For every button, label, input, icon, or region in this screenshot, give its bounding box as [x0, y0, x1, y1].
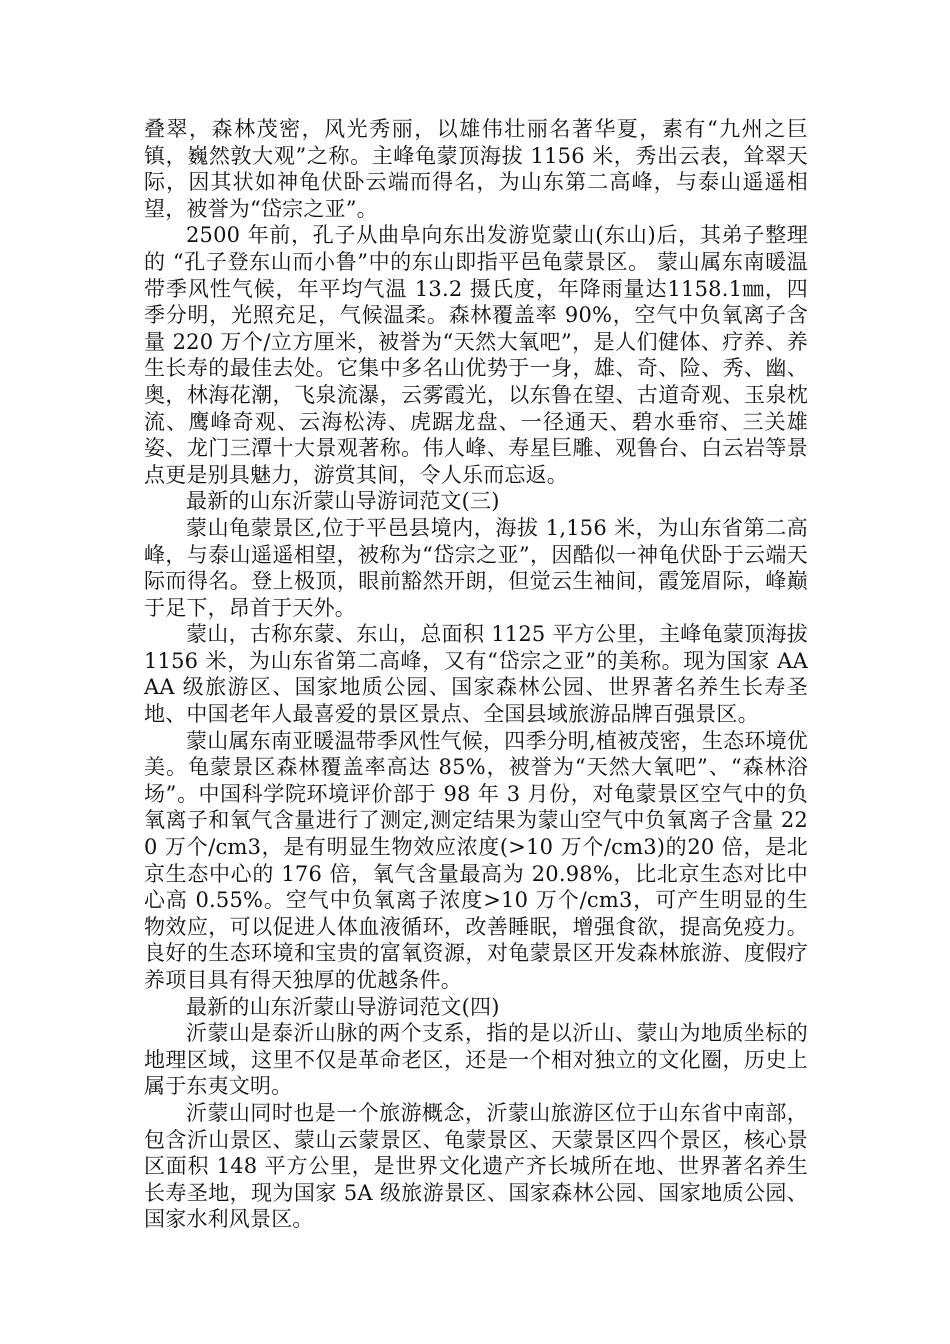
- paragraph-yimeng-geography: 沂蒙山是泰沂山脉的两个支系，指的是以沂山、蒙山为地质坐标的地理区域，这里不仅是革命老区，还是一个相对独立的文化圈，历史上属于东夷文明。: [144, 1021, 808, 1099]
- document-page: [144, 116, 808, 1233]
- paragraph-continuation: 叠翠，森林茂密，风光秀丽，以雄伟壮丽名著华夏，素有“九州之巨镇，巍然敦大观”之称。主峰龟蒙顶海拔 1156 米，秀出云表，耸翠天际，因其状如神龟伏卧云端而得名，为山东第二高峰，与泰山遥遥相望，被誉为“岱宗之亚”。: [144, 117, 808, 221]
- section-heading-3: 最新的山东沂蒙山导游词范文(三): [186, 489, 500, 514]
- paragraph-confucius: 2500 年前，孔子从曲阜向东出发游览蒙山(东山)后，其弟子整理的 “孔子登东山而小鲁”中的东山即指平邑龟蒙景区。 蒙山属东南暖温带季风性气候，年平均气温 13.2 摄氏度，年降雨量达1158.1㎜，四季分明，光照充足，气候温柔。森林覆盖率 90%，空气中负氧离子含量 220 万个/立方厘米，被誉为“天然大氧吧”，是人们健体、疗养、养生长寿的最佳去处。它集中多名山优势于一身，雄、奇、险、秀、幽、奥，林海花潮，飞泉流瀑，云雾霞光，以东鲁在望、古道奇观、玉泉枕流、鹰峰奇观、云海松涛、虎踞龙盘、一径通天、碧水垂帘、三关雄姿、龙门三潭十大景观著称。伟人峰、寿星巨雕、观鲁台、白云岩等景点更是别具魅力，游赏其间，令人乐而忘返。: [144, 223, 808, 487]
- paragraph-guimeng-intro: 蒙山龟蒙景区,位于平邑县境内，海拔 1,156 米，为山东省第二高峰，与泰山遥遥相望，被称为“岱宗之亚”，因酷似一神龟伏卧于云端天际而得名。登上极顶，眼前豁然开朗，但觉云生袖间，霞笼眉际，峰巅于足下，昂首于天外。: [144, 515, 808, 620]
- paragraph-climate-oxygen: 蒙山属东南亚暖温带季风性气候，四季分明,植被茂密，生态环境优美。龟蒙景区森林覆盖率高达 85%，被誉为“天然大氧吧”、“森林浴场”。中国科学院环境评价部于 98 年 3 月份，对龟蒙景区空气中的负氧离子和氧气含量进行了测定,测定结果为蒙山空气中负氧离子含量 220 万个/cm3，是有明显生物效应浓度(>10 万个/cm3)的20 倍，是北京生态中心的 176 倍，氧气含量最高为 20.98%，比北京生态对比中心高 0.55%。空气中负氧离子浓度>10 万个/cm3，可产生明显的生物效应，可以促进人体血液循环，改善睡眠，增强食欲，提高免疫力。良好的生态环境和宝贵的富氧资源，对龟蒙景区开发森林旅游、度假疗养项目具有得天独厚的优越条件。: [144, 728, 808, 992]
- section-heading-4: 最新的山东沂蒙山导游词范文(四): [186, 994, 500, 1019]
- paragraph-mengshan-area: 蒙山，古称东蒙、东山，总面积 1125 平方公里，主峰龟蒙顶海拔 1156 米，为山东省第二高峰，又有“岱宗之亚”的美称。现为国家 AAAA 级旅游区、国家地质公园、国家森林公园、世界著名养生长寿圣地、中国老年人最喜爱的景区景点、全国县域旅游品牌百强景区。: [144, 622, 808, 727]
- paragraph-yimeng-tourism: 沂蒙山同时也是一个旅游概念，沂蒙山旅游区位于山东省中南部，包含沂山景区、蒙山云蒙景区、龟蒙景区、天蒙景区四个景区，核心景区面积 148 平方公里，是世界文化遗产齐长城所在地、世界著名养生长寿圣地，现为国家 5A 级旅游景区、国家森林公园、国家地质公园、国家水利风景区。: [144, 1100, 808, 1232]
